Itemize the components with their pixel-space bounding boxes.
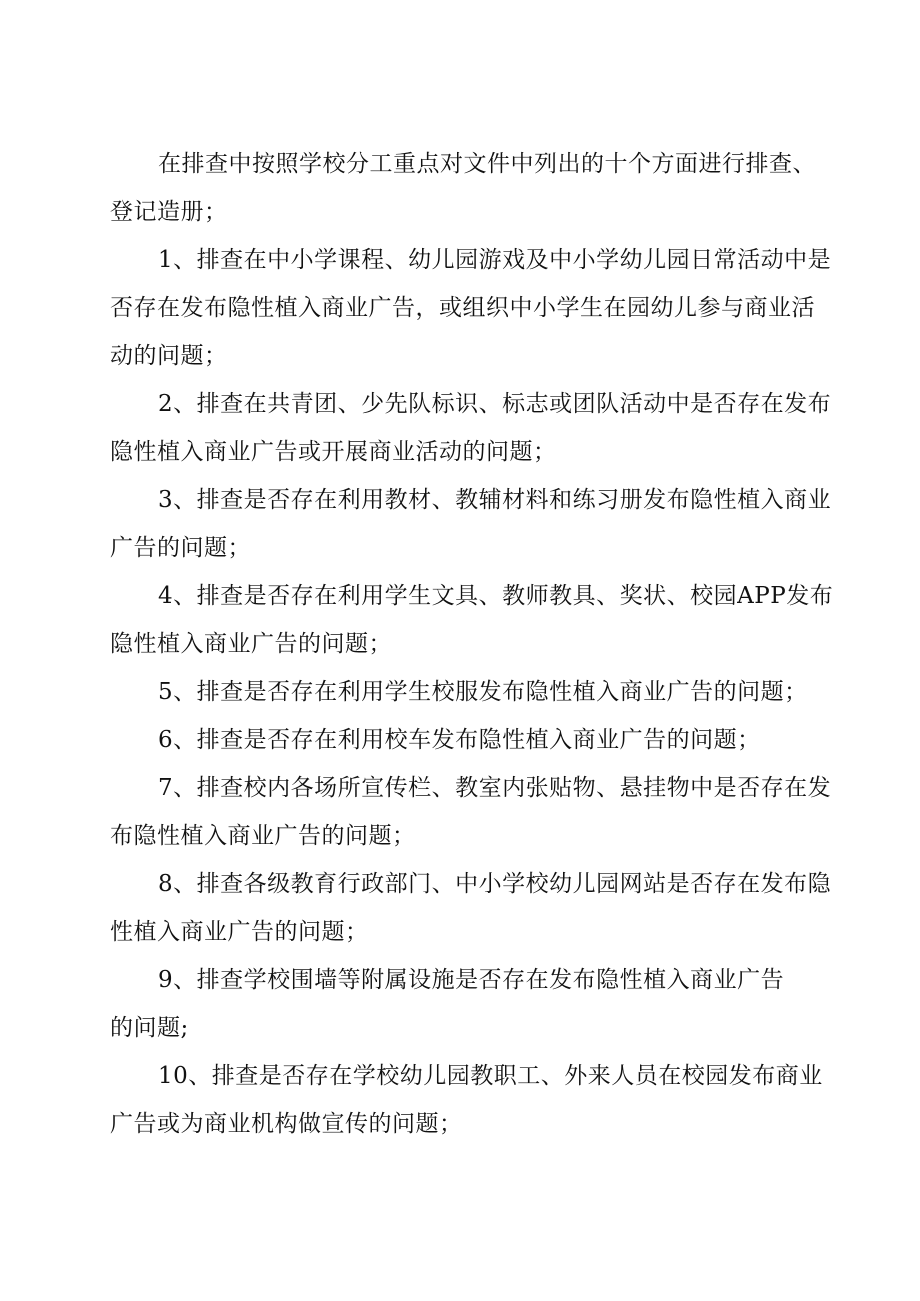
list-item-10: [110, 1052, 823, 1148]
list-item-8: [110, 860, 832, 956]
paragraph-line: 隐性植入商业广告或开展商业活动的问题；: [110, 439, 557, 465]
paragraph-line: 登记造册；: [110, 199, 228, 225]
paragraph-line: 5、排查是否存在利用学生校服发布隐性植入商业广告的问题；: [158, 679, 808, 705]
list-item-3: [110, 476, 832, 572]
list-item-9: [110, 956, 814, 1052]
paragraph-line: 1、排查在中小学课程、幼儿园游戏及中小学幼儿园日常活动中是: [158, 247, 832, 273]
paragraph-line: 的问题;: [110, 1015, 189, 1041]
list-item-2: [110, 380, 832, 476]
list-item-6: [110, 716, 814, 764]
paragraph-line: 8、排查各级教育行政部门、中小学校幼儿园网站是否存在发布隐: [158, 871, 832, 897]
list-item-4: [110, 572, 834, 668]
paragraph-line: 10、排查是否存在学校幼儿园教职工、外来人员在校园发布商业: [158, 1063, 823, 1089]
document-body: [110, 140, 834, 1148]
paragraph-line: 在排查中按照学校分工重点对文件中列出的十个方面进行排查、: [158, 151, 816, 177]
paragraph-line: 隐性植入商业广告的问题；: [110, 631, 392, 657]
list-item-1: [110, 236, 832, 380]
paragraph-line: 7、排查校内各场所宣传栏、教室内张贴物、悬挂物中是否存在发: [158, 775, 832, 801]
paragraph-line: 2、排查在共青团、少先队标识、标志或团队活动中是否存在发布: [158, 391, 832, 417]
list-item-5: [110, 668, 814, 716]
list-item-7: [110, 764, 832, 860]
paragraph-line: 3、排查是否存在利用教材、教辅材料和练习册发布隐性植入商业: [158, 487, 832, 513]
paragraph-line: 9、排查学校围墙等附属设施是否存在发布隐性植入商业广告: [158, 967, 785, 993]
paragraph-line: 性植入商业广告的问题；: [110, 919, 369, 945]
paragraph-line: 广告的问题；: [110, 535, 251, 561]
paragraph-line: 6、排查是否存在利用校车发布隐性植入商业广告的问题；: [158, 727, 761, 753]
paragraph-intro: [110, 140, 814, 236]
paragraph-line: 广告或为商业机构做宣传的问题；: [110, 1111, 463, 1137]
paragraph-line: 动的问题；: [110, 343, 228, 369]
paragraph-line: 4、排查是否存在利用学生文具、教师教具、奖状、校园APP发布: [158, 583, 834, 609]
paragraph-line: 布隐性植入商业广告的问题；: [110, 823, 416, 849]
paragraph-line: 否存在发布隐性植入商业广告，或组织中小学生在园幼儿参与商业活: [110, 295, 815, 321]
